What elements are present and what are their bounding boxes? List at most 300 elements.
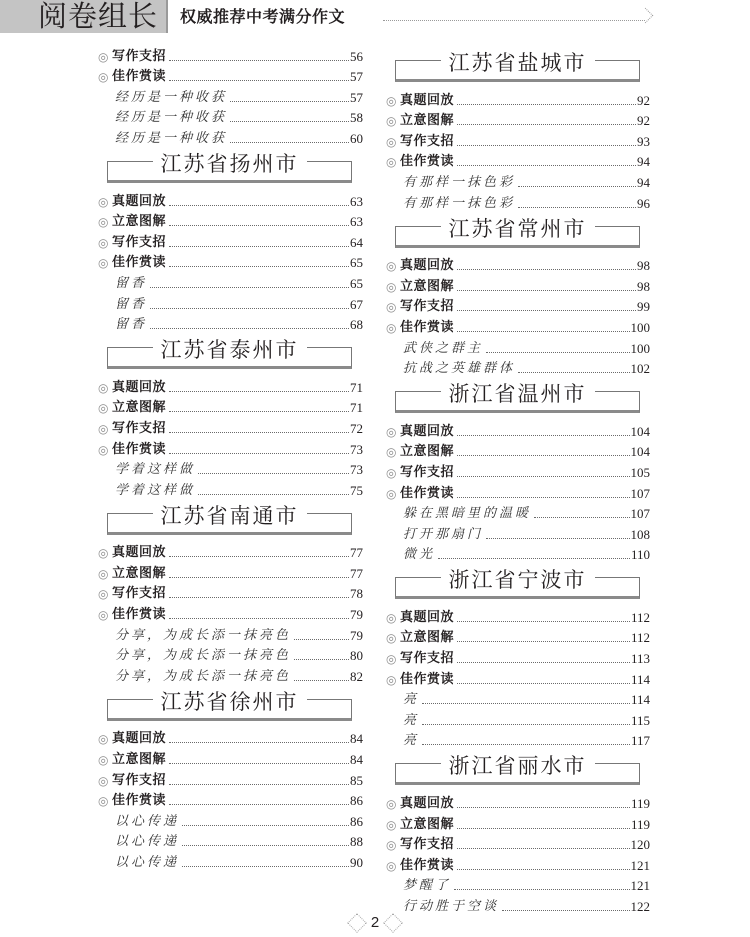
entry-page-number: 104 [630,444,650,460]
double-circle-bullet-icon: ◎ [386,631,397,646]
dot-leader [169,556,349,557]
entry-page-number: 121 [630,857,650,873]
double-circle-bullet-icon: ◎ [98,215,109,230]
entry-page-number: 79 [350,627,363,643]
dot-leader [169,597,349,598]
toc-subentry[interactable] [386,543,650,564]
toc-section [98,505,363,685]
toc-entry[interactable] [98,210,363,231]
entry-page-number: 58 [350,110,363,126]
entry-page-number: 56 [350,48,363,64]
entry-label: 立意图解 [400,816,455,832]
toc-entry[interactable] [98,396,363,417]
entry-label: 亮 [403,712,420,728]
entry-label: 留香 [115,317,148,333]
entry-page-number: 107 [630,485,650,501]
dot-leader [422,744,630,745]
dot-leader [518,186,636,187]
entry-label: 佳作赏读 [400,485,455,501]
entry-label: 写作支招 [112,586,167,602]
dot-leader [169,742,349,743]
dot-leader [457,145,636,146]
dot-leader [169,784,349,785]
toc-subentry[interactable] [386,874,650,895]
dot-leader [518,207,636,208]
section-title: 江苏省盐城市 [441,48,595,78]
dot-leader [457,165,636,166]
dot-leader [457,621,630,622]
entry-page-number: 119 [630,816,650,832]
double-circle-bullet-icon: ◎ [386,465,397,480]
double-circle-bullet-icon: ◎ [98,194,109,209]
double-circle-bullet-icon: ◎ [98,773,109,788]
double-circle-bullet-icon: ◎ [98,70,109,85]
toc-subentry[interactable] [386,191,650,212]
entry-label: 学着这样做 [115,462,196,478]
double-circle-bullet-icon: ◎ [98,753,109,768]
double-circle-bullet-icon: ◎ [98,421,109,436]
dot-leader [169,804,349,805]
toc-section [98,339,363,499]
toc-entry[interactable] [98,416,363,437]
entry-page-number: 63 [350,214,363,230]
dot-leader [457,869,629,870]
entry-page-number: 100 [630,319,650,335]
toc-section [386,755,650,915]
section-title: 江苏省扬州市 [153,149,307,179]
entry-page-number: 96 [637,195,650,211]
dot-leader [457,683,630,684]
toc-subentry[interactable] [98,850,363,871]
entry-page-number: 94 [637,174,650,190]
double-circle-bullet-icon: ◎ [98,401,109,416]
entry-page-number: 57 [350,89,363,105]
double-circle-bullet-icon: ◎ [98,587,109,602]
dot-leader [457,807,630,808]
entry-label: 立意图解 [112,400,167,416]
entry-label: 写作支招 [112,772,167,788]
dot-leader [169,432,349,433]
entry-page-number: 73 [350,441,363,457]
entry-label: 写作支招 [400,464,455,480]
double-circle-bullet-icon: ◎ [386,445,397,460]
toc-subentry[interactable] [98,623,363,644]
toc-subentry[interactable] [98,830,363,851]
entry-label: 写作支招 [112,420,167,436]
toc-entry[interactable] [386,315,650,336]
toc-section [98,153,363,333]
toc-entry[interactable] [386,419,650,440]
entry-label: 真题回放 [400,609,455,625]
entry-label: 以心传递 [115,834,180,850]
dot-leader [230,121,349,122]
entry-label: 真题回放 [400,796,455,812]
toc-entry[interactable] [386,150,650,171]
brand-title: 阅卷组长 [37,0,158,33]
section-heading [107,505,352,535]
section-title: 江苏省南通市 [153,501,307,531]
toc-entry[interactable] [98,437,363,458]
dot-leader [169,205,349,206]
section-heading [107,153,352,183]
toc-subentry[interactable] [98,126,363,147]
header-dotted-rule [383,20,645,21]
dot-leader [486,352,629,353]
toc-subentry[interactable] [386,336,650,357]
section-title: 浙江省温州市 [441,379,595,409]
toc-entry[interactable] [98,727,363,748]
double-circle-bullet-icon: ◎ [386,858,397,873]
entry-page-number: 112 [630,630,650,646]
entry-page-number: 107 [630,506,650,522]
entry-page-number: 115 [630,712,650,728]
dot-leader [169,391,349,392]
dot-leader [169,577,349,578]
section-heading [107,691,352,721]
entry-page-number: 92 [637,92,650,108]
page-number: 2 [370,914,380,931]
entry-label: 有那样一抹色彩 [403,195,516,211]
double-circle-bullet-icon: ◎ [386,652,397,667]
toc-subentry[interactable] [386,522,650,543]
entry-label: 立意图解 [400,278,455,294]
toc-subentry[interactable] [386,170,650,191]
toc-entry[interactable] [386,88,650,109]
entry-label: 立意图解 [112,752,167,768]
dot-leader [169,60,349,61]
dot-leader [182,825,349,826]
toc-subentry[interactable] [98,271,363,292]
toc-subentry[interactable] [98,106,363,127]
toc-entry[interactable] [386,460,650,481]
entry-page-number: 57 [350,69,363,85]
toc-left-column [98,44,363,871]
entry-label: 留香 [115,275,148,291]
toc-entry[interactable] [386,605,650,626]
entry-label: 写作支招 [400,299,455,315]
toc-subentry[interactable] [386,357,650,378]
entry-label: 真题回放 [112,193,167,209]
entry-label: 行动胜于空谈 [403,899,500,914]
entry-page-number: 88 [350,834,363,850]
double-circle-bullet-icon: ◎ [386,300,397,315]
toc-entry[interactable] [386,440,650,461]
dot-leader [422,724,630,725]
entry-label: 以心传递 [115,855,180,870]
entry-page-number: 104 [630,423,650,439]
double-circle-bullet-icon: ◎ [98,256,109,271]
toc-subentry[interactable] [98,458,363,479]
entry-label: 佳作赏读 [112,441,167,457]
dot-leader [150,287,349,288]
entry-label: 有那样一抹色彩 [403,174,516,190]
toc-subentry[interactable] [386,729,650,750]
entry-label: 立意图解 [112,214,167,230]
entry-label: 立意图解 [112,565,167,581]
toc-entry[interactable] [98,65,363,86]
dot-leader [457,290,636,291]
dot-leader [457,435,629,436]
entry-label: 立意图解 [400,113,455,129]
dot-leader [422,703,630,704]
entry-page-number: 84 [350,752,363,768]
toc-subentry[interactable] [98,664,363,685]
double-circle-bullet-icon: ◎ [386,797,397,812]
toc-section [386,218,650,378]
toc-entry[interactable] [98,561,363,582]
toc-section [386,569,650,749]
dot-leader [230,142,349,143]
entry-label: 躲在黑暗里的温暖 [403,506,532,522]
toc-subentry[interactable] [98,313,363,334]
entry-label: 佳作赏读 [112,607,167,623]
entry-label: 学着这样做 [115,482,196,498]
double-circle-bullet-icon: ◎ [386,114,397,129]
toc-subentry[interactable] [98,644,363,665]
section-heading [395,52,640,82]
brand-block [0,0,168,33]
entry-page-number: 112 [630,609,650,625]
entry-label: 立意图解 [400,444,455,460]
dot-leader [169,618,349,619]
entry-label: 佳作赏读 [400,319,455,335]
dot-leader [294,659,349,660]
dot-leader [294,639,349,640]
entry-page-number: 65 [350,255,363,271]
toc-entry[interactable] [386,295,650,316]
entry-page-number: 105 [630,464,650,480]
entry-label: 佳作赏读 [112,255,167,271]
toc-entry[interactable] [98,44,363,65]
toc-entry[interactable] [386,254,650,275]
toc-section [98,691,363,871]
toc-entry[interactable] [386,109,650,130]
toc-entry[interactable] [98,230,363,251]
entry-page-number: 73 [350,462,363,478]
entry-page-number: 121 [630,878,650,894]
dot-leader [457,331,629,332]
entry-page-number: 60 [350,130,363,146]
entry-label: 抗战之英雄群体 [403,361,516,377]
dot-leader [457,476,629,477]
entry-page-number: 92 [637,113,650,129]
toc-entry[interactable] [386,833,650,854]
toc-entry[interactable] [386,646,650,667]
toc-entry[interactable] [98,541,363,562]
double-circle-bullet-icon: ◎ [98,566,109,581]
double-circle-bullet-icon: ◎ [98,235,109,250]
entry-label: 佳作赏读 [400,154,455,170]
toc-entry[interactable] [98,747,363,768]
entry-page-number: 120 [630,837,650,853]
toc-entry[interactable] [98,602,363,623]
section-title: 江苏省泰州市 [153,335,307,365]
entry-label: 亮 [403,733,420,749]
entry-label: 亮 [403,692,420,708]
double-circle-bullet-icon: ◎ [386,134,397,149]
dot-leader [169,266,349,267]
entry-page-number: 93 [637,133,650,149]
entry-label: 打开那扇门 [403,526,484,542]
entry-label: 分享，为成长添一抹亮色 [115,627,292,643]
double-circle-bullet-icon: ◎ [98,794,109,809]
dot-leader [457,828,630,829]
entry-page-number: 75 [350,482,363,498]
entry-page-number: 78 [350,586,363,602]
dot-leader [454,889,629,890]
entry-page-number: 82 [350,668,363,684]
toc-entry[interactable] [386,129,650,150]
dot-leader [457,662,630,663]
toc-entry[interactable] [386,481,650,502]
entry-page-number: 114 [630,671,650,687]
entry-label: 真题回放 [112,731,167,747]
dot-leader [534,517,629,518]
entry-label: 佳作赏读 [112,793,167,809]
dot-leader [502,910,629,911]
page-footer [352,913,398,933]
entry-page-number: 71 [350,400,363,416]
section-title: 江苏省徐州市 [153,687,307,717]
dot-leader [230,101,349,102]
double-circle-bullet-icon: ◎ [98,380,109,395]
entry-label: 真题回放 [400,92,455,108]
dot-leader [169,411,349,412]
entry-page-number: 67 [350,296,363,312]
entry-page-number: 84 [350,731,363,747]
section-title: 江苏省常州市 [441,214,595,244]
double-circle-bullet-icon: ◎ [386,486,397,501]
entry-label: 武侠之群主 [403,340,484,356]
toc-subentry[interactable] [386,688,650,709]
entry-page-number: 110 [630,547,650,563]
double-circle-bullet-icon: ◎ [386,279,397,294]
entry-page-number: 102 [630,361,650,377]
entry-page-number: 108 [630,526,650,542]
entry-label: 写作支招 [400,133,455,149]
entry-label: 留香 [115,296,148,312]
page-header [0,0,750,34]
toc-subentry[interactable] [386,502,650,523]
entry-page-number: 114 [630,692,650,708]
toc-subentry[interactable] [98,292,363,313]
toc-entry[interactable] [386,791,650,812]
toc-entry[interactable] [98,189,363,210]
dot-leader [182,866,349,867]
entry-page-number: 90 [350,855,363,870]
toc-entry[interactable] [386,667,650,688]
section-heading [395,218,640,248]
entry-page-number: 98 [637,258,650,274]
toc-right-column [386,46,650,915]
double-circle-bullet-icon: ◎ [386,672,397,687]
entry-page-number: 68 [350,317,363,333]
toc-subentry[interactable] [386,708,650,729]
dot-leader [457,641,630,642]
entry-page-number: 72 [350,420,363,436]
entry-page-number: 71 [350,379,363,395]
section-heading [395,383,640,413]
double-circle-bullet-icon: ◎ [386,259,397,274]
entry-page-number: 64 [350,234,363,250]
entry-page-number: 86 [350,793,363,809]
entry-label: 真题回放 [400,423,455,439]
toc-entry[interactable] [386,812,650,833]
double-circle-bullet-icon: ◎ [386,610,397,625]
entry-label: 微光 [403,547,436,563]
toc-subentry[interactable] [98,478,363,499]
section-heading [395,569,640,599]
entry-label: 真题回放 [400,258,455,274]
dot-leader [198,473,349,474]
double-circle-bullet-icon: ◎ [386,93,397,108]
toc-entry[interactable] [386,853,650,874]
entry-page-number: 80 [350,648,363,664]
entry-page-number: 94 [637,154,650,170]
entry-label: 以心传递 [115,813,180,829]
toc-entry[interactable] [98,582,363,603]
double-circle-bullet-icon: ◎ [386,155,397,170]
dot-leader [457,455,629,456]
entry-label: 经历是一种收获 [115,110,228,126]
toc-entry[interactable] [386,274,650,295]
entry-label: 佳作赏读 [400,671,455,687]
header-subtitle: 权威推荐中考满分作文 [180,7,346,26]
section-title: 浙江省丽水市 [441,751,595,781]
double-circle-bullet-icon: ◎ [386,424,397,439]
entry-label: 经历是一种收获 [115,89,228,105]
dot-leader [294,680,349,681]
entry-page-number: 98 [637,278,650,294]
dot-leader [150,308,349,309]
toc-subentry[interactable] [98,85,363,106]
dot-leader [457,269,636,270]
double-circle-bullet-icon: ◎ [386,817,397,832]
entry-label: 佳作赏读 [400,857,455,873]
toc-entry[interactable] [98,251,363,272]
entry-page-number: 100 [630,340,650,356]
toc-entry[interactable] [98,789,363,810]
toc-section [386,52,650,212]
toc-subentry[interactable] [386,894,650,915]
entry-label: 经历是一种收获 [115,130,228,146]
entry-label: 真题回放 [112,545,167,561]
dot-leader [198,494,349,495]
entry-page-number: 65 [350,275,363,291]
toc-entry[interactable] [98,768,363,789]
toc-entry[interactable] [386,626,650,647]
toc-entry[interactable] [98,375,363,396]
entry-page-number: 79 [350,607,363,623]
entry-page-number: 63 [350,193,363,209]
dot-leader [150,328,349,329]
dot-leader [486,538,629,539]
entry-label: 分享，为成长添一抹亮色 [115,668,292,684]
entry-label: 分享，为成长添一抹亮色 [115,648,292,664]
toc-subentry[interactable] [98,809,363,830]
double-circle-bullet-icon: ◎ [98,732,109,747]
dot-leader [169,763,349,764]
double-circle-bullet-icon: ◎ [386,838,397,853]
entry-page-number: 122 [630,899,650,914]
section-title: 浙江省宁波市 [441,565,595,595]
dot-leader [182,845,349,846]
toc-section [386,383,650,563]
entry-label: 梦醒了 [403,878,452,894]
dot-leader [457,124,636,125]
section-heading [107,339,352,369]
double-circle-bullet-icon: ◎ [98,546,109,561]
